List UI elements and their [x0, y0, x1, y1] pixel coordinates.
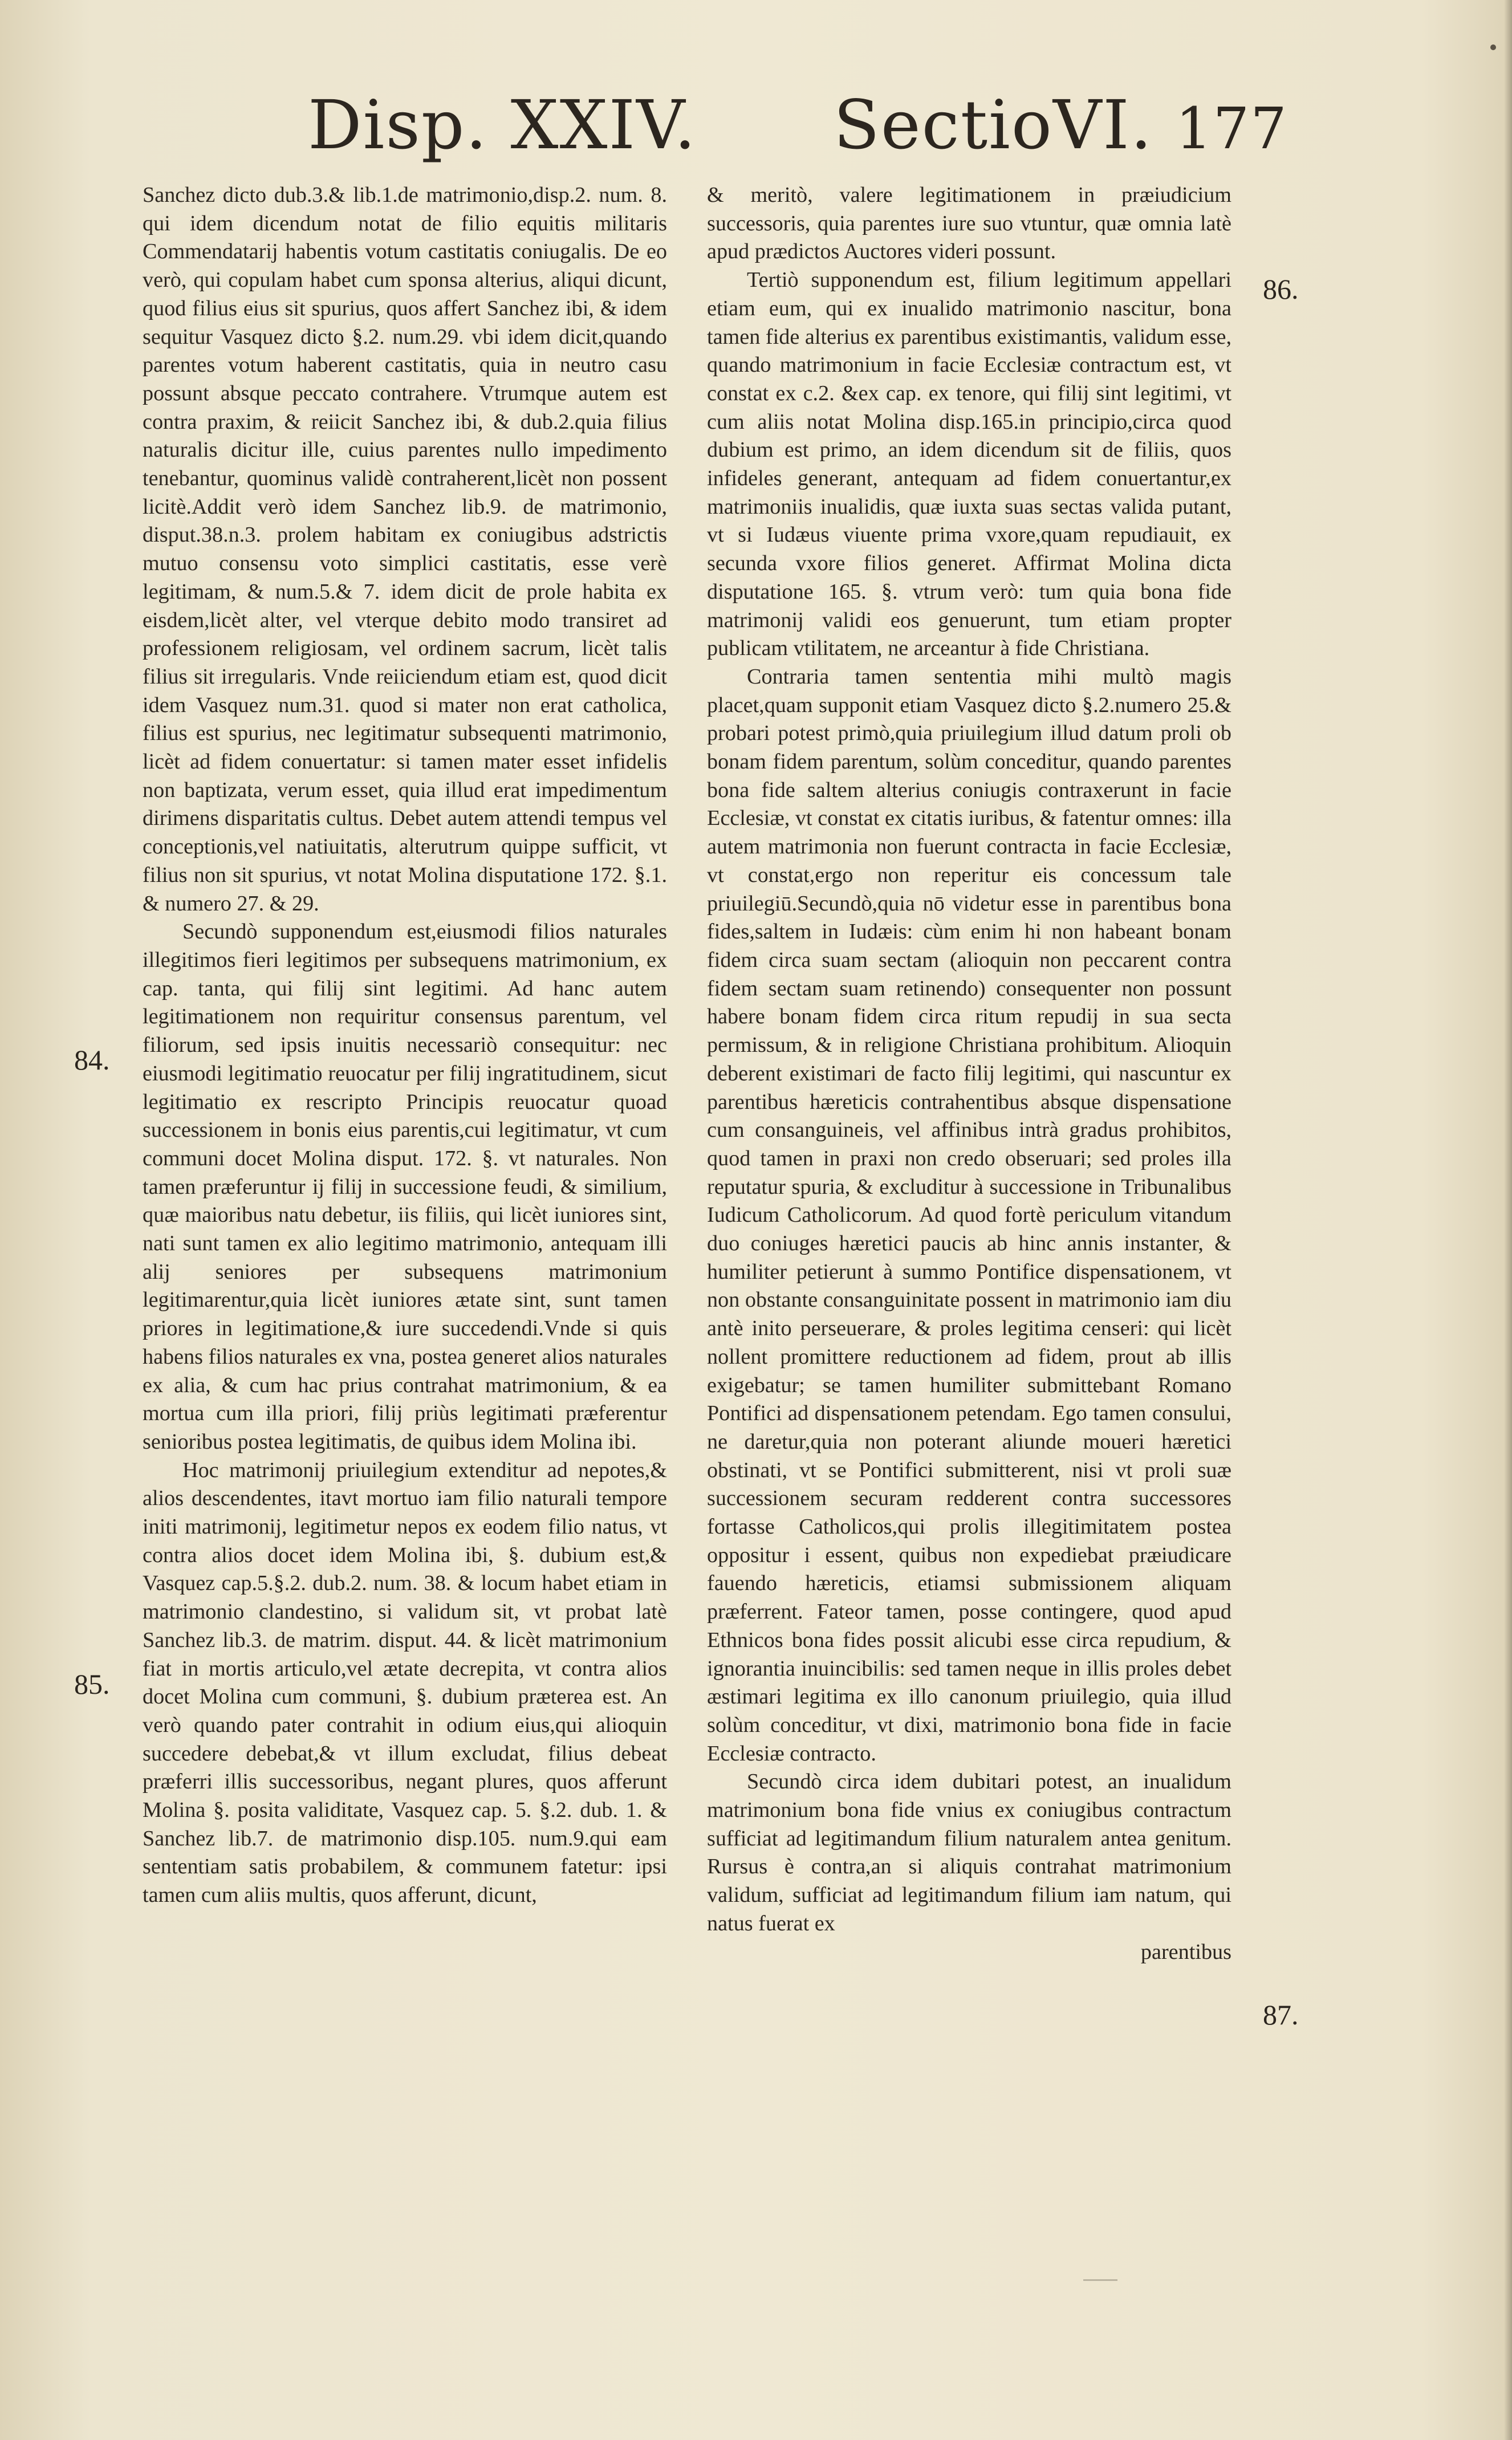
margin-number-84: 84.: [74, 1044, 110, 1076]
right-paragraph-4: Secundò circa idem dubitari potest, an inualidum matrimonium bona fide vnius ex coniugibus contractum sufficiat ad legitimandum filium naturalem antea genitum. Rursus è contra,an si aliquis contrahat matrimonium validum, sufficiat ad legitimandum filium iam natum, qui natus fuerat ex: [707, 1770, 1231, 1935]
left-column: [143, 181, 667, 1910]
print-mark: [1083, 2279, 1117, 2281]
left-paragraph-3: Hoc matrimonij priuilegium extenditur ad nepotes,& alios descendentes, itavt mortuo iam filio naturali tempore initi matrimonij, legitimetur nepos ex eodem filio natus, vt contra alios docet idem Molina ibi, §. dubium est,& Vasquez cap.5.§.2. dub.2. num. 38. & locum habet etiam in matrimonio clandestino, si validum sit, vt probat latè Sanchez lib.3. de matrim. disput. 44. & licèt matrimonium fiat in mortis articulo,vel ætate decrepita, vt contra alios docet Molina cum communi, §. dubium præterea est. An verò quando pater contrahit in odium eius,qui alioquin succedere debebat,& vt illum excludat, filius debeat præferri illis successoribus, negant plures, quos afferunt Molina §. posita validitate, Vasquez cap. 5. §.2. dub. 1. & Sanchez lib.7. de matrimonio disp.105. num.9.qui eam sententiam satis probabilem, & communem fatetur: ipsi tamen cum aliis multis, quos afferunt, dicunt,: [143, 1458, 667, 1908]
catchword: parentibus: [1140, 1939, 1231, 1964]
margin-number-85: 85.: [74, 1668, 110, 1700]
corner-mark: [1490, 44, 1496, 50]
page-number: 177: [1176, 95, 1288, 162]
right-column: [707, 181, 1231, 1966]
left-paragraph-2: Secundò supponendum est,eiusmodi filios naturales illegitimos fieri legitimos per subsequens matrimonium, ex cap. tanta, qui filij sint legitimi. Ad hanc autem legitimationem non requiritur consensus parentum, vel filiorum, sed ipsis inuitis necessariò consequitur: nec eiusmodi legitimatio reuocatur per filij ingratitudinem, sicut legitimatio ex rescripto Principis reuocatur quoad successionem in bonis eius parentis,cui legitimatur, vt cum communi docet Molina disput. 172. §. vt naturales. Non tamen præferuntur ij filij in successione feudi, & similium, quæ maioribus natu debetur, iis filiis, qui licèt iuniores sint, nati sunt tamen ex alio legitimo matrimonio, antequam illi alij seniores per subsequens matrimonium legitimarentur,quia licèt iuniores ætate sint, sunt tamen priores in legitimatione,& iure succedendi.Vnde si quis habens filios naturales ex vna, postea generet alios naturales ex alia, & cum hac prius contrahat matrimonium, & ea mortua cum illa priori, filij priùs legitimati præferentur senioribus postea legitimatis, de quibus idem Molina ibi.: [143, 920, 667, 1454]
running-head-section: SectioVI.: [834, 86, 1153, 164]
right-paragraph-1: & meritò, valere legitimationem in præiudicium successoris, quia parentes iure suo vtuntur, quæ omnia latè apud prædictos Auctores videri possunt.: [707, 183, 1231, 264]
page-edge: [1504, 0, 1512, 2440]
margin-number-86: 86.: [1263, 273, 1299, 305]
right-paragraph-2: Tertiò supponendum est, filium legitimum appellari etiam eum, qui ex inualido matrimonio nascitur, bona tamen fide alterius ex parentibus existimantis, validum esse, quando matrimonium in facie Ecclesiæ contractum est, vt constat ex c.2. &ex cap. ex tenore, qui filij sint legitimi, vt cum aliis notat Molina disp.165.in principio,circa quod dubium est primo, an idem dicendum sit de filiis, quos infideles generant, antequam ad fidem conuertantur,ex matrimoniis inualidis, quæ iuxta suas sectas valida putant, vt si Iudæus viuente prima vxore,quam repudiauit, ex secunda vxore filios generet. Affirmat Molina dicta disputatione 165. §. vtrum verò: tum quia bona fide matrimonij validi eos genuerunt, tum etiam propter publicam vtilitatem, ne arceantur à fide Christiana.: [707, 268, 1231, 661]
running-head-left: Disp. XXIV.: [308, 86, 697, 164]
margin-number-87: 87.: [1263, 1999, 1299, 2031]
left-paragraph-1: Sanchez dicto dub.3.& lib.1.de matrimonio,disp.2. num. 8. qui idem dicendum notat de filio equitis militaris Commendatarij habentis votum castitatis coniugalis. De eo verò, qui copulam habet cum sponsa alterius, aliqui dicunt, quod filius eius sit spurius, quos affert Sanchez ibi, & idem sequitur Vasquez dicto §.2. num.29. vbi idem dicit,quando parentes votum haberent castitatis, quia in neutro casu possunt absque peccato contrahere. Vtrumque autem est contra praxim, & reiicit Sanchez ibi, & dub.2.quia filius naturalis dicitur ille, cuius parentes nullo impedimento tenebantur, quominus validè contraherent,licèt non possent licitè.Addit verò idem Sanchez lib.9. de matrimonio, disput.38.n.3. prolem habitam ex coniugibus adstrictis mutuo consensu voto simplici castitatis, esse verè legitimam, & num.5.& 7. idem dicit de prole habita ex eisdem,licèt alter, vel vterque debito modo transiret ad professionem religiosam, vel ordinem sacrum, licèt talis filius sit irregularis. Vnde reiiciendum etiam est, quod dicit idem Vasquez num.31. quod si mater non erat catholica, filius est spurius, nec legitimatur subsequenti matrimonio, licèt ad fidem conuertatur: si tamen mater esset infidelis non baptizata, verum esset, quia illud erat impedimentum dirimens disparitatis cultus. Debet autem attendi tempus vel conceptionis,vel natiuitatis, alterutrum quippe sufficit, vt filius non sit spurius, vt notat Molina disputatione 172. §.1. & numero 27. & 29.: [143, 183, 667, 916]
right-paragraph-3: Contraria tamen sententia mihi multò magis placet,quam supponit etiam Vasquez dicto §.2.numero 25.& probari potest primò,quia priuilegium illud datum proli ob bonam fidem parentum, solùm conceditur, quando parentes bona fide saltem alterius coniugis contraxerunt in facie Ecclesiæ, vt constat ex citatis iuribus, & fatentur omnes: illa autem matrimonia non fuerunt contracta in facie Ecclesiæ, vt constat,ergo non reperitur eis concessum tale priuilegiū.Secundò,quia nō videtur esse in parentibus bona fides,saltem in Iudæis: cùm enim hi non habeant bonam fidem circa suam sectam (alioquin non peccarent contra fidem sectam suam retinendo) consequenter non possunt habere bonam fidem circa ritum repudij in sua secta permissum, & in religione Christiana prohibitum. Alioquin deberent existimari de facto filij legitimi, qui nascuntur ex parentibus hæreticis contrahentibus absque dispensatione cum consanguineis, vel affinibus intrà gradus prohibitos, quod tamen in praxi non credo obseruari; sed proles illa reputatur spuria, & excluditur à successione in Tribunalibus Iudicum Catholicorum. Ad quod fortè periculum vitandum duo coniuges hæretici paucis ab hinc annis instanter, & humiliter petierunt à summo Pontifice dispensationem, vt non obstante consanguinitate possent in matrimonio iam diu antè inito perseuerare, & proles legitima censeri: qui licèt nollent promittere reductionem ad fidem, prout ab illis exigebatur; se tamen humiliter submittebant Romano Pontifici ad dispensationem petendam. Ego tamen consului, ne daretur,quia non poterant aliunde moueri hæretici obstinati, vt se Pontifici submitterent, nisi vt proli suæ successionem securam redderent contra successores fortasse Catholicos,qui prolis illegitimitatem postea oppositur i essent, quibus non expediebat præiudicare fauendo hæreticis, etiamsi submissionem aliquam præferrent. Fateor tamen, posse contingere, quod apud Ethnicos bona fides possit alicubi esse circa repudium, & ignorantia inuincibilis: sed tamen neque in illis proles debet æstimari legitima ex illo canonum priuilegio, quia illud solùm conceditur, vt dixi, matrimonio bona fide in facie Ecclesiæ contracto.: [707, 664, 1231, 1766]
